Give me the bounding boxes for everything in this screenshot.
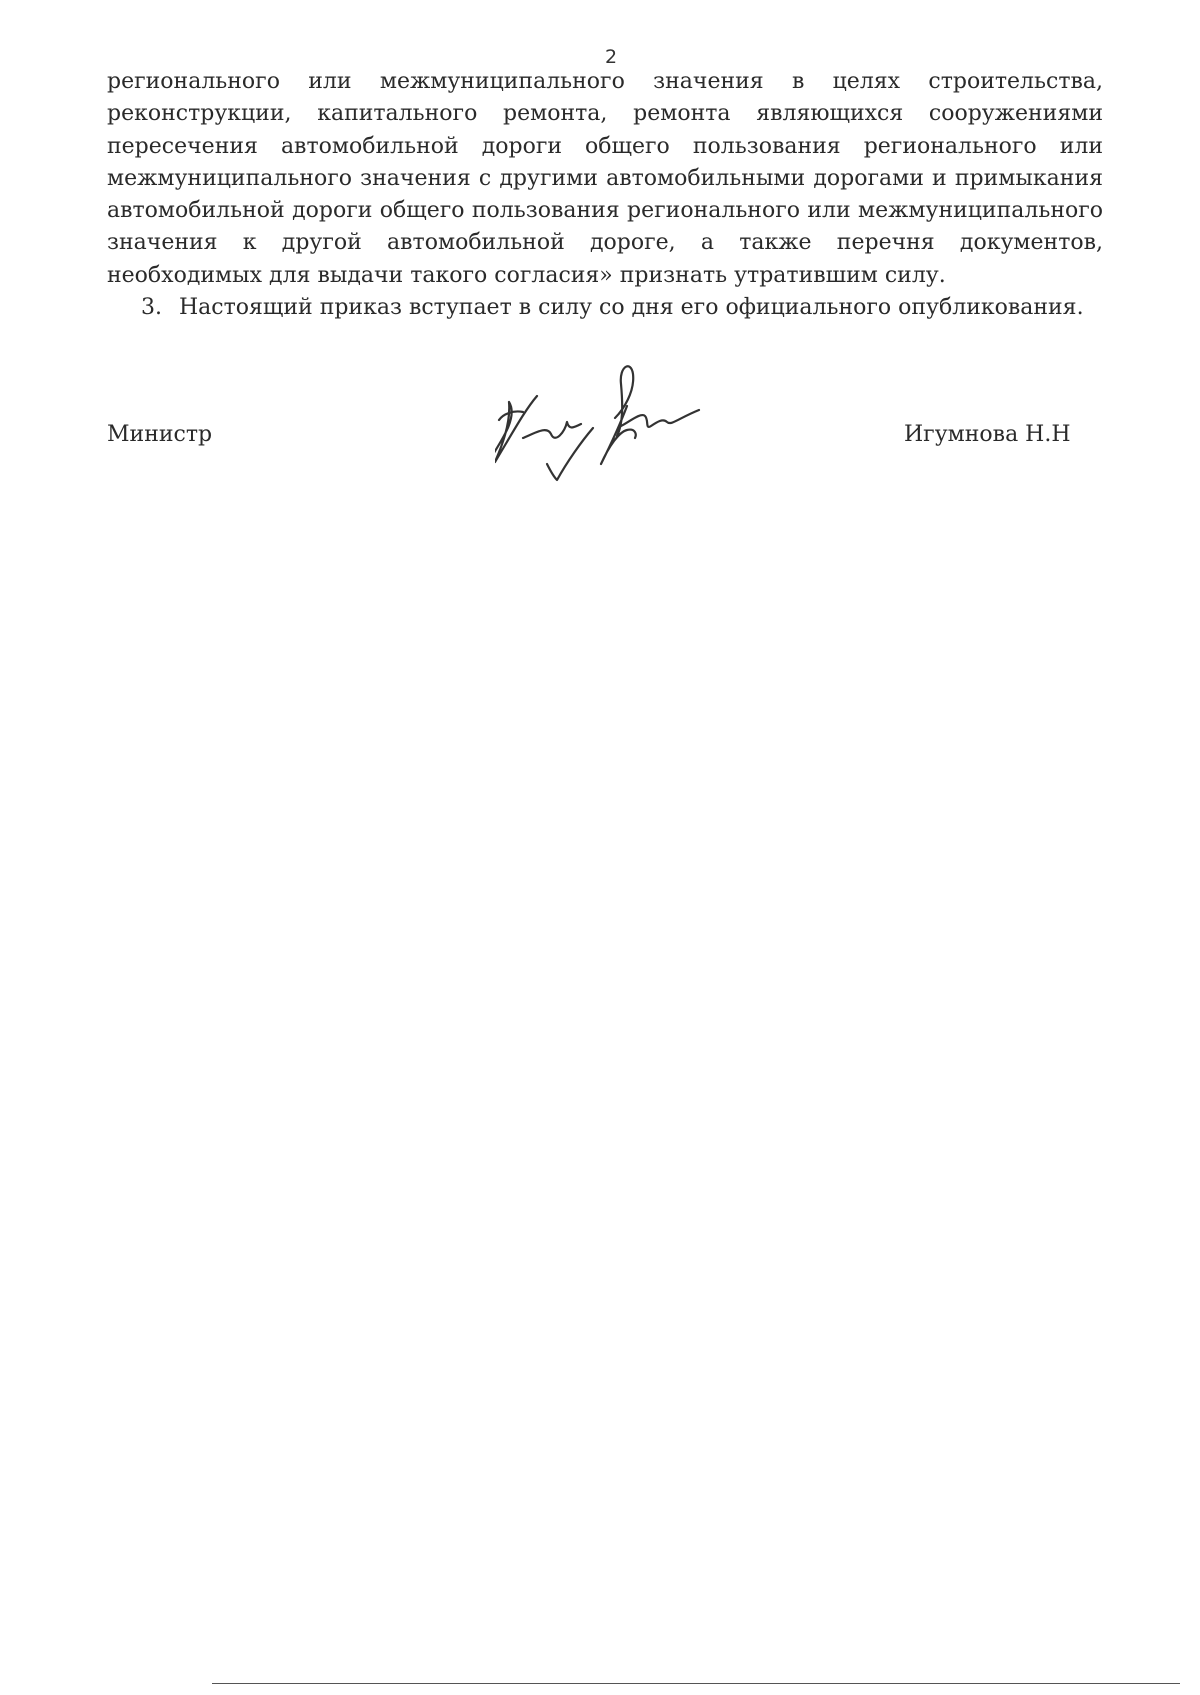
continuation-paragraph: регионального или межмуниципального значения в целях строительства, реконструкции, капитального ремонта, ремонта являющихся сооружениями пересечения автомобильной дороги общего пользования регионального или межмуниципального значения с другими автомобильными дорогами и примыкания автомобильной дороги общего пользования регионального или межмуниципального значения к другой автомобильной дороге, а также перечня документов, необходимых для выдачи такого согласия» признать утратившим силу. <box>107 69 1103 288</box>
handwritten-signature <box>495 352 765 502</box>
item-3-number: 3. <box>141 295 162 321</box>
item-3-text: Настоящий приказ вступает в силу со дня его официального опубликования. <box>179 295 1084 321</box>
page-number: 2 <box>604 46 618 68</box>
footer-rule <box>212 1683 1180 1684</box>
signature-block <box>0 0 1200 520</box>
signatory-position: Министр <box>107 422 213 447</box>
signatory-name: Игумнова Н.Н <box>904 422 1071 447</box>
